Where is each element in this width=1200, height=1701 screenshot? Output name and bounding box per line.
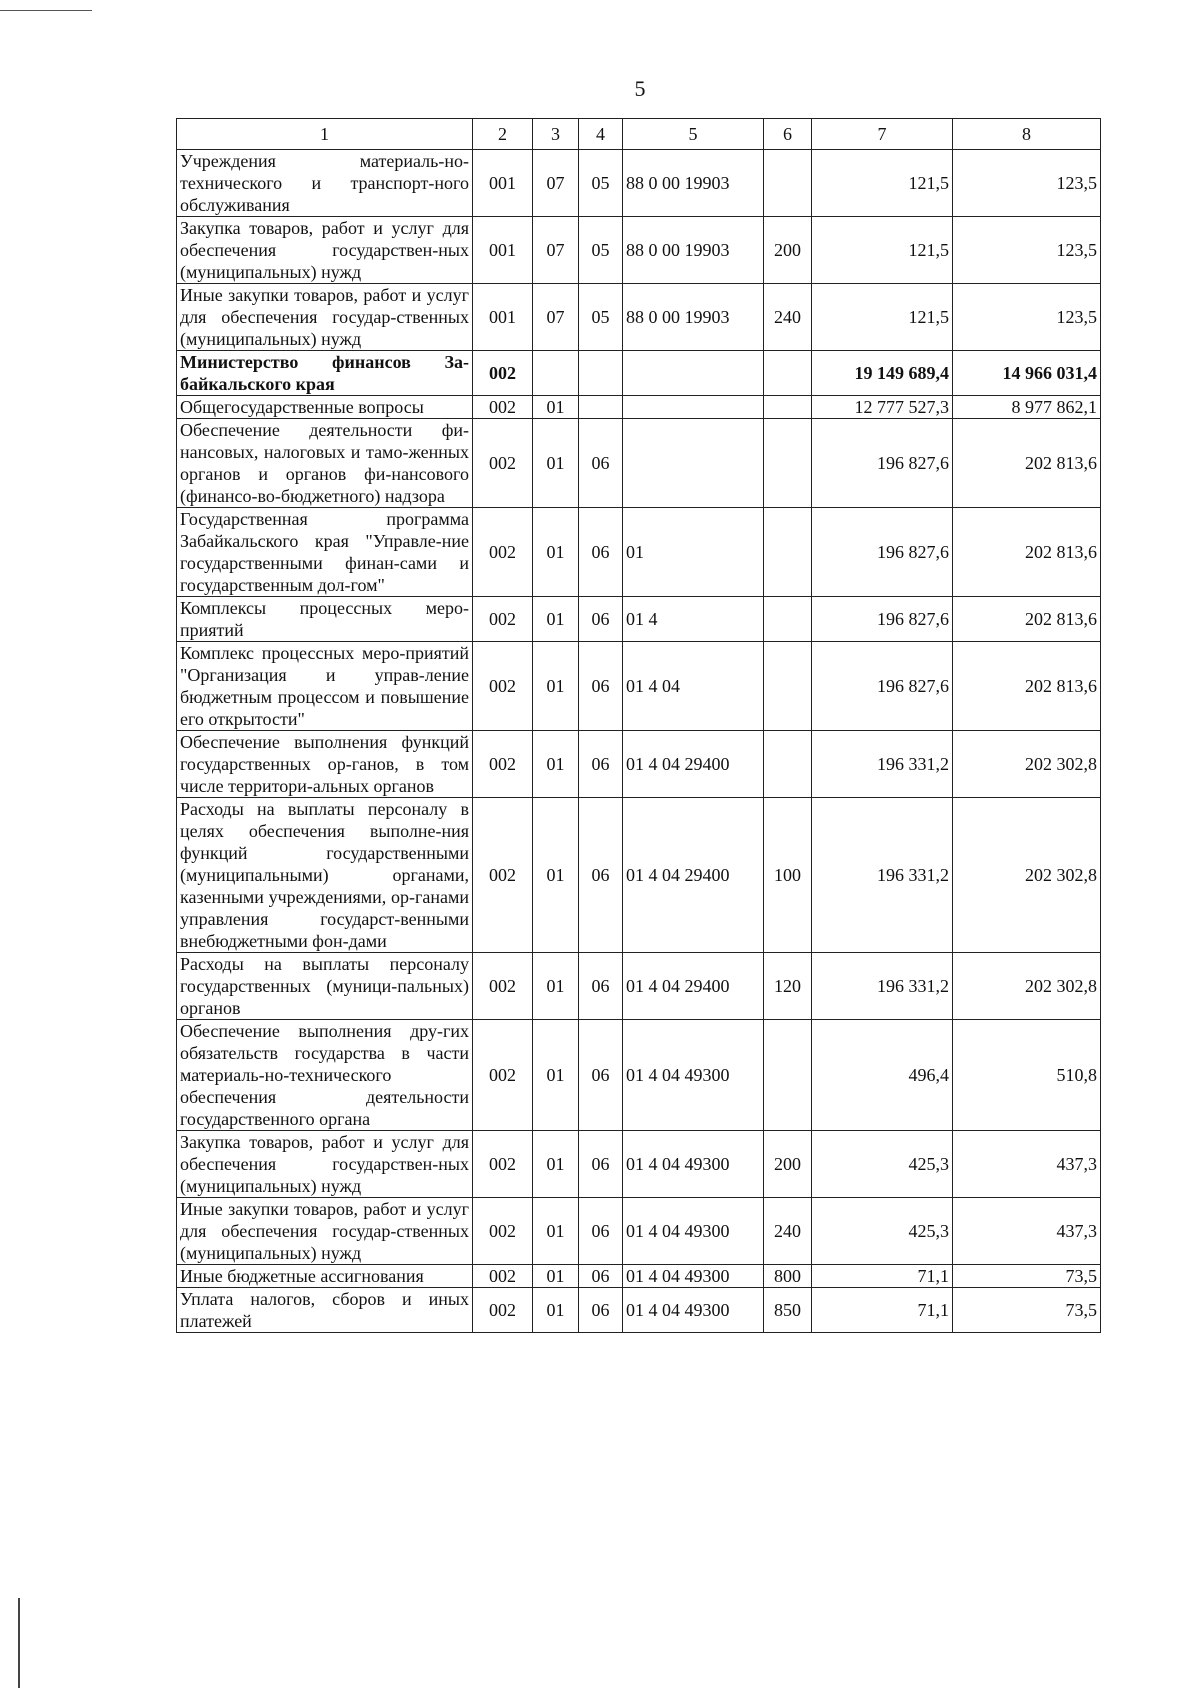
subsection-code-cell: 06 bbox=[579, 1131, 623, 1198]
amount-year2-cell: 8 977 862,1 bbox=[953, 396, 1101, 419]
amount-year2-cell: 437,3 bbox=[953, 1131, 1101, 1198]
target-article-cell: 01 4 04 29400 bbox=[623, 798, 764, 953]
section-code-cell: 01 bbox=[533, 642, 579, 731]
target-article-cell: 01 4 04 49300 bbox=[623, 1198, 764, 1265]
subsection-code-cell bbox=[579, 396, 623, 419]
expense-type-cell bbox=[764, 150, 812, 217]
subsection-code-cell: 05 bbox=[579, 217, 623, 284]
column-header: 2 bbox=[473, 119, 533, 150]
table-row bbox=[177, 642, 1101, 731]
amount-year1-cell: 196 827,6 bbox=[812, 642, 953, 731]
row-name-cell: Иные закупки товаров, работ и услуг для обеспечения государ-ственных (муниципальных) нужд bbox=[177, 284, 473, 351]
amount-year2-cell: 202 813,6 bbox=[953, 642, 1101, 731]
target-article-cell: 01 4 04 49300 bbox=[623, 1131, 764, 1198]
table-row bbox=[177, 953, 1101, 1020]
amount-year2-cell: 123,5 bbox=[953, 150, 1101, 217]
table-row bbox=[177, 150, 1101, 217]
amount-year1-cell: 12 777 527,3 bbox=[812, 396, 953, 419]
expense-type-cell: 850 bbox=[764, 1288, 812, 1333]
ministry-code-cell: 002 bbox=[473, 1020, 533, 1131]
ministry-code-cell: 002 bbox=[473, 597, 533, 642]
column-header: 5 bbox=[623, 119, 764, 150]
expense-type-cell bbox=[764, 419, 812, 508]
table-row bbox=[177, 731, 1101, 798]
table-row bbox=[177, 508, 1101, 597]
row-name-cell: Общегосударственные вопросы bbox=[177, 396, 473, 419]
table-row bbox=[177, 284, 1101, 351]
row-name-cell: Расходы на выплаты персоналу государственных (муници-пальных) органов bbox=[177, 953, 473, 1020]
row-name-cell: Иные закупки товаров, работ и услуг для обеспечения государ-ственных (муниципальных) нужд bbox=[177, 1198, 473, 1265]
column-header: 1 bbox=[177, 119, 473, 150]
table-row bbox=[177, 1131, 1101, 1198]
target-article-cell: 01 4 04 49300 bbox=[623, 1265, 764, 1288]
row-name-cell: Закупка товаров, работ и услуг для обеспечения государствен-ных (муниципальных) нужд bbox=[177, 1131, 473, 1198]
section-code-cell: 01 bbox=[533, 1198, 579, 1265]
amount-year1-cell: 196 827,6 bbox=[812, 508, 953, 597]
amount-year2-cell: 202 302,8 bbox=[953, 953, 1101, 1020]
ministry-code-cell: 002 bbox=[473, 1265, 533, 1288]
scan-artifact-line bbox=[0, 10, 92, 11]
table-body bbox=[177, 150, 1101, 1333]
ministry-code-cell: 002 bbox=[473, 1288, 533, 1333]
amount-year1-cell: 196 827,6 bbox=[812, 419, 953, 508]
table-row bbox=[177, 1198, 1101, 1265]
target-article-cell: 01 4 04 49300 bbox=[623, 1020, 764, 1131]
expense-type-cell bbox=[764, 642, 812, 731]
section-code-cell: 01 bbox=[533, 953, 579, 1020]
page-number: 5 bbox=[634, 76, 646, 101]
subsection-code-cell: 06 bbox=[579, 1198, 623, 1265]
ministry-code-cell: 002 bbox=[473, 731, 533, 798]
section-code-cell: 01 bbox=[533, 1288, 579, 1333]
row-name-cell: Расходы на выплаты персоналу в целях обеспечения выполне-ния функций государственными (муниципальными) органами, казенными учреждениями, ор-ганами управления государст-венными внебюджетными фон-дами bbox=[177, 798, 473, 953]
target-article-cell: 01 4 04 49300 bbox=[623, 1288, 764, 1333]
expense-type-cell bbox=[764, 508, 812, 597]
subsection-code-cell: 06 bbox=[579, 597, 623, 642]
target-article-cell: 88 0 00 19903 bbox=[623, 284, 764, 351]
row-name-cell: Закупка товаров, работ и услуг для обеспечения государствен-ных (муниципальных) нужд bbox=[177, 217, 473, 284]
amount-year1-cell: 121,5 bbox=[812, 150, 953, 217]
target-article-cell: 01 4 04 29400 bbox=[623, 731, 764, 798]
ministry-code-cell: 002 bbox=[473, 642, 533, 731]
section-code-cell: 01 bbox=[533, 1020, 579, 1131]
row-name-cell: Министерство финансов За-байкальского края bbox=[177, 351, 473, 396]
row-name-cell: Комплексы процессных меро-приятий bbox=[177, 597, 473, 642]
row-name-cell: Обеспечение деятельности фи-нансовых, налоговых и тамо-женных органов и органов фи-нансового (финансо-во-бюджетного) надзора bbox=[177, 419, 473, 508]
table-row bbox=[177, 597, 1101, 642]
table-row bbox=[177, 798, 1101, 953]
expense-type-cell: 200 bbox=[764, 1131, 812, 1198]
amount-year1-cell: 121,5 bbox=[812, 284, 953, 351]
table-header-row bbox=[177, 119, 1101, 150]
amount-year2-cell: 123,5 bbox=[953, 284, 1101, 351]
ministry-code-cell: 002 bbox=[473, 1131, 533, 1198]
section-code-cell: 01 bbox=[533, 1265, 579, 1288]
amount-year2-cell: 73,5 bbox=[953, 1265, 1101, 1288]
target-article-cell: 01 4 04 bbox=[623, 642, 764, 731]
target-article-cell bbox=[623, 396, 764, 419]
ministry-code-cell: 002 bbox=[473, 351, 533, 396]
target-article-cell bbox=[623, 419, 764, 508]
ministry-code-cell: 002 bbox=[473, 953, 533, 1020]
column-header: 3 bbox=[533, 119, 579, 150]
ministry-code-cell: 001 bbox=[473, 284, 533, 351]
expense-type-cell bbox=[764, 731, 812, 798]
expense-type-cell: 200 bbox=[764, 217, 812, 284]
row-name-cell: Обеспечение выполнения функций государственных ор-ганов, в том числе территори-альных органов bbox=[177, 731, 473, 798]
amount-year2-cell: 510,8 bbox=[953, 1020, 1101, 1131]
amount-year1-cell: 425,3 bbox=[812, 1131, 953, 1198]
amount-year2-cell: 73,5 bbox=[953, 1288, 1101, 1333]
subsection-code-cell: 06 bbox=[579, 953, 623, 1020]
expense-type-cell: 120 bbox=[764, 953, 812, 1020]
amount-year1-cell: 121,5 bbox=[812, 217, 953, 284]
ministry-code-cell: 002 bbox=[473, 419, 533, 508]
section-code-cell: 07 bbox=[533, 217, 579, 284]
column-header: 4 bbox=[579, 119, 623, 150]
amount-year1-cell: 71,1 bbox=[812, 1265, 953, 1288]
target-article-cell: 01 4 04 29400 bbox=[623, 953, 764, 1020]
ministry-code-cell: 001 bbox=[473, 150, 533, 217]
expense-type-cell: 100 bbox=[764, 798, 812, 953]
subsection-code-cell: 06 bbox=[579, 798, 623, 953]
column-header: 6 bbox=[764, 119, 812, 150]
row-name-cell: Обеспечение выполнения дру-гих обязательств государства в части материаль-но-технического обеспечения деятельности государственного органа bbox=[177, 1020, 473, 1131]
ministry-code-cell: 001 bbox=[473, 217, 533, 284]
expense-type-cell: 240 bbox=[764, 1198, 812, 1265]
table-row bbox=[177, 1020, 1101, 1131]
row-name-cell: Иные бюджетные ассигнования bbox=[177, 1265, 473, 1288]
amount-year1-cell: 71,1 bbox=[812, 1288, 953, 1333]
amount-year2-cell: 202 813,6 bbox=[953, 508, 1101, 597]
subsection-code-cell: 05 bbox=[579, 284, 623, 351]
table-row bbox=[177, 1265, 1101, 1288]
target-article-cell: 01 bbox=[623, 508, 764, 597]
target-article-cell: 88 0 00 19903 bbox=[623, 150, 764, 217]
amount-year2-cell: 437,3 bbox=[953, 1198, 1101, 1265]
section-code-cell: 01 bbox=[533, 419, 579, 508]
expense-type-cell: 800 bbox=[764, 1265, 812, 1288]
subsection-code-cell: 06 bbox=[579, 731, 623, 798]
ministry-code-cell: 002 bbox=[473, 508, 533, 597]
column-header: 8 bbox=[953, 119, 1101, 150]
amount-year1-cell: 196 827,6 bbox=[812, 597, 953, 642]
table-row bbox=[177, 419, 1101, 508]
expense-type-cell bbox=[764, 1020, 812, 1131]
target-article-cell bbox=[623, 351, 764, 396]
section-code-cell: 01 bbox=[533, 798, 579, 953]
subsection-code-cell bbox=[579, 351, 623, 396]
expense-type-cell bbox=[764, 351, 812, 396]
amount-year2-cell: 123,5 bbox=[953, 217, 1101, 284]
section-code-cell: 07 bbox=[533, 150, 579, 217]
amount-year1-cell: 425,3 bbox=[812, 1198, 953, 1265]
ministry-code-cell: 002 bbox=[473, 1198, 533, 1265]
ministry-code-cell: 002 bbox=[473, 396, 533, 419]
section-code-cell bbox=[533, 351, 579, 396]
table-row bbox=[177, 396, 1101, 419]
table-row bbox=[177, 1288, 1101, 1333]
amount-year2-cell: 202 813,6 bbox=[953, 597, 1101, 642]
subsection-code-cell: 06 bbox=[579, 508, 623, 597]
table-row bbox=[177, 217, 1101, 284]
amount-year1-cell: 496,4 bbox=[812, 1020, 953, 1131]
subsection-code-cell: 05 bbox=[579, 150, 623, 217]
section-code-cell: 01 bbox=[533, 396, 579, 419]
column-header: 7 bbox=[812, 119, 953, 150]
ministry-code-cell: 002 bbox=[473, 798, 533, 953]
subsection-code-cell: 06 bbox=[579, 1288, 623, 1333]
amount-year1-cell: 196 331,2 bbox=[812, 731, 953, 798]
section-code-cell: 01 bbox=[533, 508, 579, 597]
subsection-code-cell: 06 bbox=[579, 1020, 623, 1131]
row-name-cell: Уплата налогов, сборов и иных платежей bbox=[177, 1288, 473, 1333]
target-article-cell: 01 4 bbox=[623, 597, 764, 642]
expense-type-cell bbox=[764, 396, 812, 419]
section-code-cell: 01 bbox=[533, 1131, 579, 1198]
row-name-cell: Учреждения материаль-но-технического и транспорт-ного обслуживания bbox=[177, 150, 473, 217]
row-name-cell: Государственная программа Забайкальского края "Управле-ние государственными финан-сами и государственным дол-гом" bbox=[177, 508, 473, 597]
section-code-cell: 01 bbox=[533, 731, 579, 798]
budget-table bbox=[176, 118, 1101, 1333]
amount-year2-cell: 202 302,8 bbox=[953, 798, 1101, 953]
section-code-cell: 01 bbox=[533, 597, 579, 642]
expense-type-cell bbox=[764, 597, 812, 642]
subsection-code-cell: 06 bbox=[579, 419, 623, 508]
amount-year2-cell: 14 966 031,4 bbox=[953, 351, 1101, 396]
expense-type-cell: 240 bbox=[764, 284, 812, 351]
amount-year1-cell: 196 331,2 bbox=[812, 798, 953, 953]
amount-year1-cell: 19 149 689,4 bbox=[812, 351, 953, 396]
subsection-code-cell: 06 bbox=[579, 642, 623, 731]
amount-year2-cell: 202 813,6 bbox=[953, 419, 1101, 508]
row-name-cell: Комплекс процессных меро-приятий "Организация и управ-ление бюджетным процессом и повышение его открытости" bbox=[177, 642, 473, 731]
subsection-code-cell: 06 bbox=[579, 1265, 623, 1288]
table-row bbox=[177, 351, 1101, 396]
amount-year1-cell: 196 331,2 bbox=[812, 953, 953, 1020]
target-article-cell: 88 0 00 19903 bbox=[623, 217, 764, 284]
section-code-cell: 07 bbox=[533, 284, 579, 351]
scan-artifact-line bbox=[18, 1598, 20, 1688]
amount-year2-cell: 202 302,8 bbox=[953, 731, 1101, 798]
